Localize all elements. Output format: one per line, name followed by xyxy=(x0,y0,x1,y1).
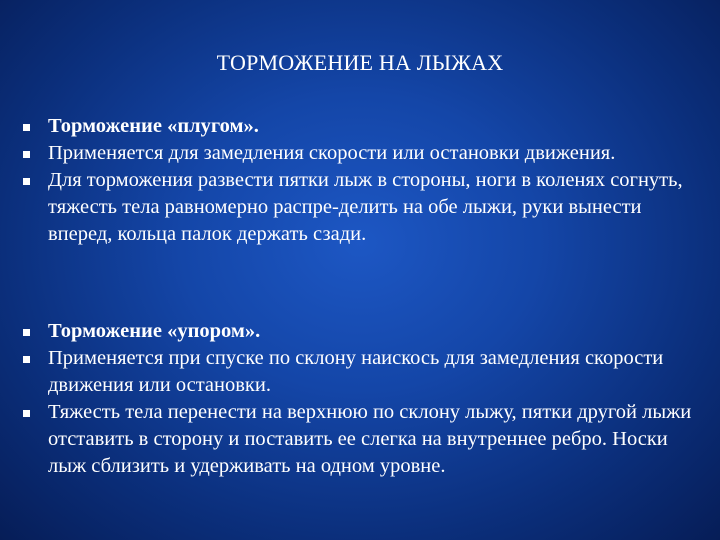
bullet-text: Торможение «упором». xyxy=(48,320,261,342)
bullet-text: Тяжесть тела перенести на верхнюю по склону лыжу, пятки другой лыжи отставить в сторону и поставить ее слегка на внутреннее ребро. Носки лыж сблизить и удерживать на одном уровне. xyxy=(48,401,692,477)
square-bullet-icon xyxy=(23,124,30,131)
slide-title: ТОРМОЖЕНИЕ НА ЛЫЖАХ xyxy=(216,50,504,75)
bullet-text: Для торможения развести пятки лыж в стороны, ноги в коленях согнуть, тяжесть тела равномерно распре-делить на обе лыжи, руки вынести вперед, кольца палок держать сзади. xyxy=(48,169,683,245)
bullet-text: Торможение «плугом». xyxy=(48,115,259,137)
bullet-item xyxy=(0,140,720,167)
bullet-group-plough xyxy=(0,113,720,248)
bullet-item xyxy=(0,113,720,140)
square-bullet-icon xyxy=(23,356,30,363)
square-bullet-icon xyxy=(23,151,30,158)
square-bullet-icon xyxy=(23,329,30,336)
bullet-item xyxy=(0,345,720,399)
bullet-group-stem xyxy=(0,318,720,480)
bullet-item xyxy=(0,167,720,248)
bullet-text: Применяется для замедления скорости или остановки движения. xyxy=(48,142,616,164)
square-bullet-icon xyxy=(23,410,30,417)
bullet-text: Применяется при спуске по склону наискось для замедления скорости движения или остановки. xyxy=(48,347,664,396)
square-bullet-icon xyxy=(23,178,30,185)
bullet-item xyxy=(0,318,720,345)
bullet-item xyxy=(0,399,720,480)
